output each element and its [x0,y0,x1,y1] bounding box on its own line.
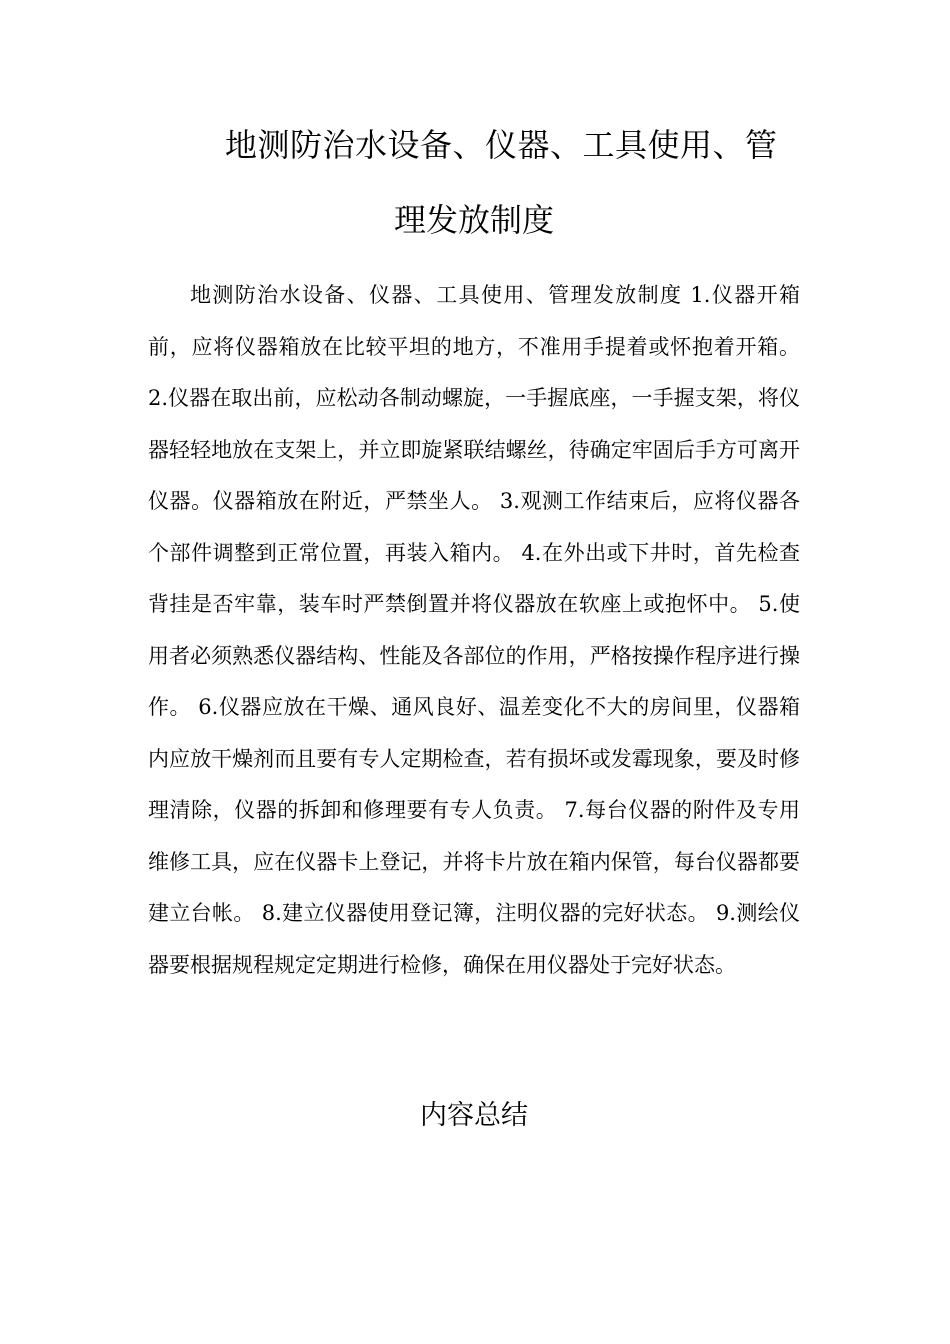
document-title-line-1: 地测防治水设备、仪器、工具使用、管 [225,126,778,164]
document-body-paragraph: 地测防治水设备、仪器、工具使用、管理发放制度 1.仪器开箱前，应将仪器箱放在比较平坦的地方，不准用手提着或怀抱着开箱。 2.仪器在取出前，应松动各制动螺旋，一手握底座，一手握支架，将仪器轻轻地放在支架上，并立即旋紧联结螺丝，待确定牢固后手方可离开仪器。仪器箱放在附近，严禁坐人。 3.观测工作结束后，应将仪器各个部件调整到正常位置，再装入箱内。 4.在外出或下井时，首先检查背挂是否牢靠，装车时严禁倒置并将仪器放在软座上或抱怀中。 5.使用者必须熟悉仪器结构、性能及各部位的作用，严格按操作程序进行操作。 6.仪器应放在干燥、通风良好、温差变化不大的房间里，仪器箱内应放干燥剂而且要有专人定期检查，若有损坏或发霉现象，要及时修理清除，仪器的拆卸和修理要有专人负责。 7.每台仪器的附件及专用维修工具，应在仪器卡上登记，并将卡片放在箱内保管，每台仪器都要建立台帐。 8.建立仪器使用登记簿，注明仪器的完好状态。 9.测绘仪器要根据规程规定定期进行检修，确保在用仪器处于完好状态。 [148,283,800,977]
document-title-line-2: 理发放制度 [393,201,554,239]
summary-heading: 内容总结 [420,1100,528,1131]
